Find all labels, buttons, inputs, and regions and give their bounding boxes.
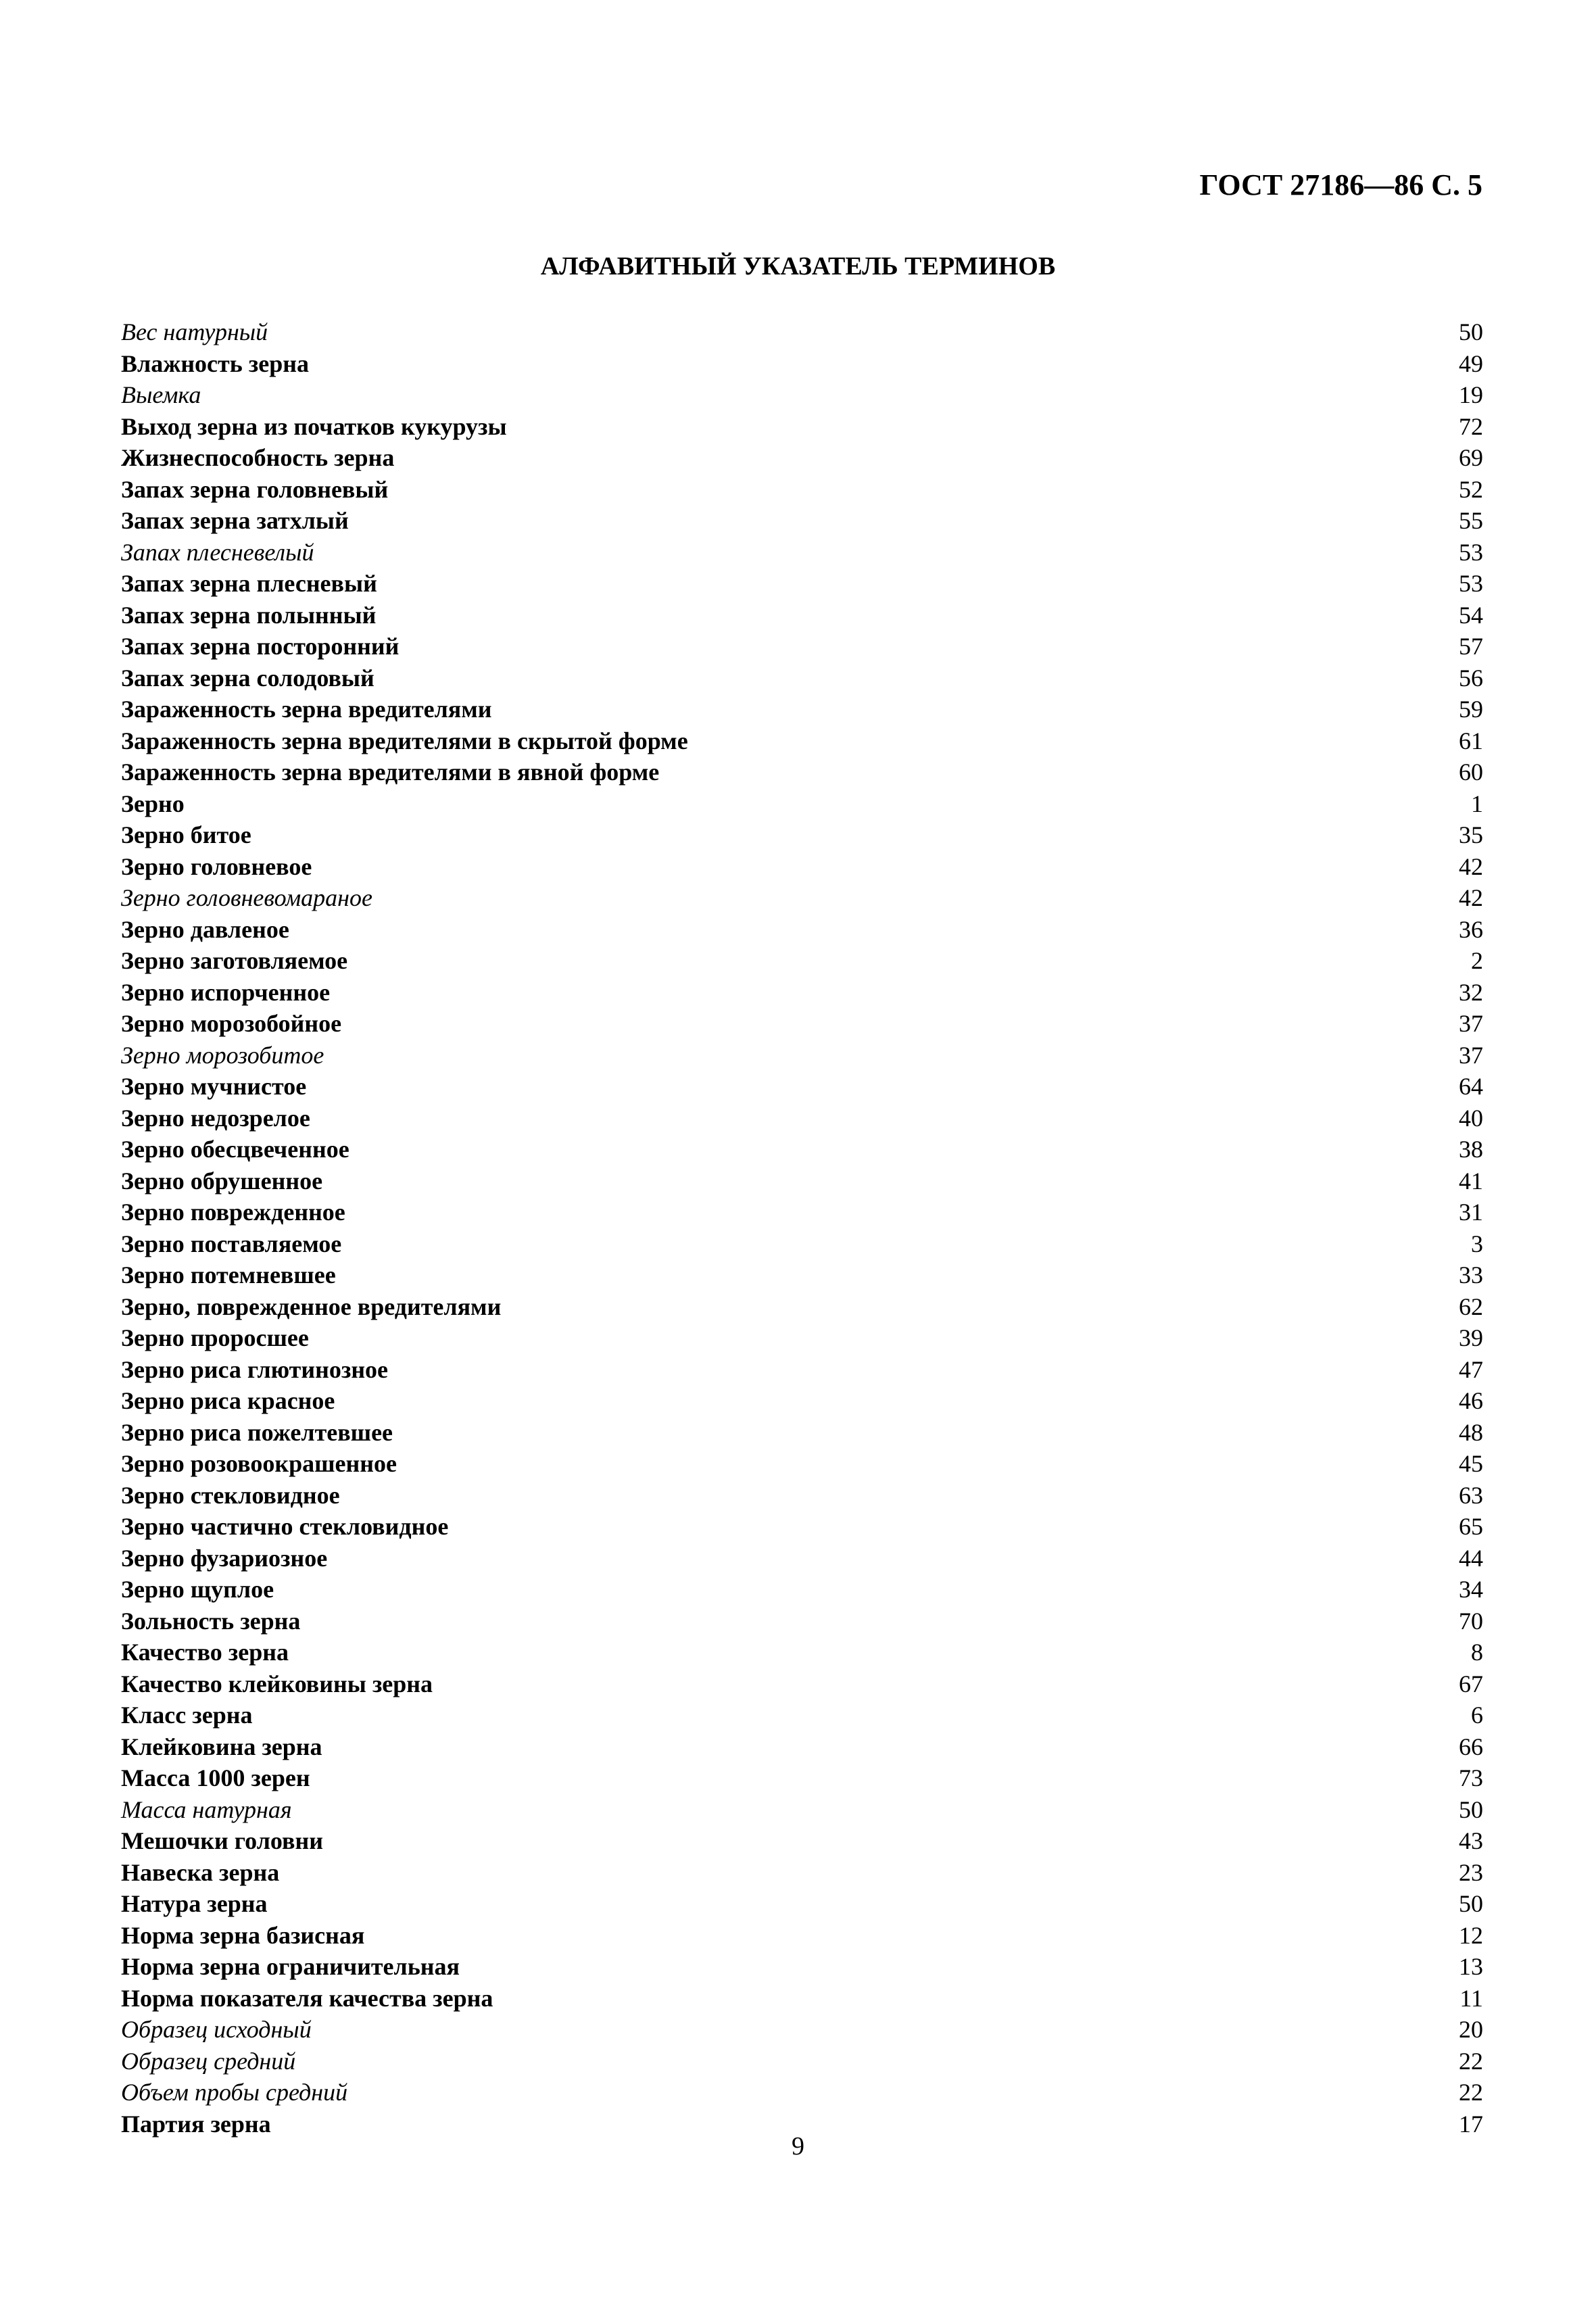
index-term: Запах зерна посторонний <box>121 633 400 660</box>
index-entry <box>121 379 1483 411</box>
index-entry <box>121 2077 1483 2108</box>
index-entry <box>121 1165 1483 1197</box>
index-entry <box>121 348 1483 380</box>
index-entry <box>121 1071 1483 1103</box>
page-number: 9 <box>792 2132 804 2161</box>
index-term: Зерно битое <box>121 821 251 848</box>
index-term: Зерно щуплое <box>121 1576 274 1603</box>
index-entry <box>121 1385 1483 1417</box>
index-entry <box>121 1543 1483 1574</box>
index-term: Зерно обесцвеченное <box>121 1136 349 1163</box>
index-entry <box>121 2014 1483 2046</box>
index-term-number: 42 <box>1459 884 1483 911</box>
index-term: Зерно фузариозное <box>121 1544 328 1572</box>
index-term-number: 22 <box>1459 2047 1483 2075</box>
index-term: Зерно головневое <box>121 852 312 880</box>
index-entry <box>121 505 1483 537</box>
index-term-number: 62 <box>1459 1293 1483 1320</box>
index-term-number: 23 <box>1459 1858 1483 1886</box>
index-term-number: 6 <box>1471 1702 1483 1729</box>
index-term: Зерно обрушенное <box>121 1167 323 1195</box>
index-term-number: 42 <box>1459 852 1483 880</box>
index-entry <box>121 1731 1483 1763</box>
index-term-number: 37 <box>1459 1041 1483 1069</box>
index-term-number: 41 <box>1459 1167 1483 1195</box>
index-term: Зерно испорченное <box>121 978 331 1006</box>
index-term-number: 39 <box>1459 1324 1483 1351</box>
index-term-number: 59 <box>1459 696 1483 723</box>
index-term-number: 3 <box>1471 1230 1483 1257</box>
index-entry <box>121 756 1483 788</box>
index-term-number: 43 <box>1459 1827 1483 1854</box>
index-entry <box>121 411 1483 443</box>
index-entry <box>121 851 1483 883</box>
index-term-number: 50 <box>1459 1890 1483 1917</box>
index-entry <box>121 1794 1483 1826</box>
index-term: Зараженность зерна вредителями в скрытой форме <box>121 727 688 754</box>
index-term-number: 47 <box>1459 1355 1483 1383</box>
index-term: Зерно заготовляемое <box>121 947 348 974</box>
index-entry <box>121 1134 1483 1165</box>
index-entry <box>121 1606 1483 1637</box>
index-entry <box>121 1417 1483 1449</box>
index-term: Зерно стекловидное <box>121 1481 340 1509</box>
index-term: Клейковина зерна <box>121 1733 322 1760</box>
index-entry <box>121 600 1483 631</box>
index-entry <box>121 914 1483 946</box>
index-term: Зерно потемневшее <box>121 1261 336 1288</box>
index-entry <box>121 977 1483 1009</box>
index-term: Зерно риса пожелтевшее <box>121 1418 393 1446</box>
index-term: Норма зерна ограничительная <box>121 1953 460 1980</box>
index-term: Запах зерна головневый <box>121 475 389 503</box>
index-entry <box>121 1857 1483 1889</box>
index-entry <box>121 694 1483 725</box>
index-entry <box>121 788 1483 820</box>
index-entry <box>121 1228 1483 1260</box>
index-term-number: 48 <box>1459 1418 1483 1446</box>
index-term-number: 52 <box>1459 475 1483 503</box>
index-term: Запах зерна солодовый <box>121 664 374 692</box>
index-entry <box>121 882 1483 914</box>
index-term-number: 46 <box>1459 1387 1483 1414</box>
index-term-number: 13 <box>1459 1953 1483 1980</box>
index-term-number: 65 <box>1459 1513 1483 1540</box>
index-term-number: 56 <box>1459 664 1483 692</box>
index-term: Натура зерна <box>121 1890 268 1917</box>
index-entry <box>121 1040 1483 1071</box>
index-term: Зерно поврежденное <box>121 1199 345 1226</box>
index-term: Зерно недозрелое <box>121 1104 310 1132</box>
index-entry <box>121 1983 1483 2015</box>
document-header: ГОСТ 27186—86 С. 5 <box>1199 168 1482 201</box>
index-term: Зерно риса глютинозное <box>121 1355 389 1383</box>
term-index-list <box>121 316 1483 2140</box>
index-entry <box>121 2046 1483 2077</box>
index-term-number: 50 <box>1459 1795 1483 1823</box>
index-term-number: 57 <box>1459 633 1483 660</box>
index-term-number: 44 <box>1459 1544 1483 1572</box>
index-entry <box>121 1762 1483 1794</box>
index-term-number: 34 <box>1459 1576 1483 1603</box>
index-term: Вес натурный <box>121 318 268 345</box>
index-term: Зерно риса красное <box>121 1387 335 1414</box>
index-entry <box>121 725 1483 757</box>
index-term-number: 12 <box>1459 1921 1483 1949</box>
index-term: Масса натурная <box>121 1795 292 1823</box>
index-entry <box>121 442 1483 474</box>
index-term-number: 69 <box>1459 444 1483 471</box>
index-term: Запах зерна полынный <box>121 601 377 629</box>
index-term-number: 8 <box>1471 1639 1483 1666</box>
index-term: Навеска зерна <box>121 1858 280 1886</box>
index-term: Объем пробы средний <box>121 2079 348 2106</box>
index-term: Влажность зерна <box>121 349 309 377</box>
index-term-number: 60 <box>1459 758 1483 786</box>
index-term: Зараженность зерна вредителями в явной форме <box>121 758 660 786</box>
index-term-number: 53 <box>1459 538 1483 566</box>
index-entry <box>121 1259 1483 1291</box>
index-entry <box>121 1291 1483 1323</box>
index-term: Класс зерна <box>121 1702 253 1729</box>
index-term: Выход зерна из початков кукурузы <box>121 412 507 440</box>
index-term-number: 72 <box>1459 412 1483 440</box>
index-term-number: 55 <box>1459 507 1483 534</box>
index-term-number: 32 <box>1459 978 1483 1006</box>
index-entry <box>121 1825 1483 1857</box>
index-term-number: 70 <box>1459 1607 1483 1635</box>
index-entry <box>121 631 1483 662</box>
index-term-number: 36 <box>1459 915 1483 943</box>
index-term: Зерно мучнистое <box>121 1073 307 1100</box>
index-title: АЛФАВИТНЫЙ УКАЗАТЕЛЬ ТЕРМИНОВ <box>540 252 1056 281</box>
index-entry <box>121 1103 1483 1134</box>
index-term: Жизнеспособность зерна <box>121 444 395 471</box>
index-term-number: 2 <box>1471 947 1483 974</box>
index-term-number: 17 <box>1459 2110 1483 2138</box>
index-entry <box>121 537 1483 569</box>
index-term-number: 49 <box>1459 349 1483 377</box>
index-entry <box>121 1637 1483 1668</box>
index-term-number: 67 <box>1459 1670 1483 1697</box>
index-term-number: 45 <box>1459 1450 1483 1477</box>
index-term-number: 35 <box>1459 821 1483 848</box>
index-entry <box>121 1197 1483 1228</box>
index-term: Качество клейковины зерна <box>121 1670 433 1697</box>
index-term: Масса 1000 зерен <box>121 1764 310 1791</box>
index-term: Выемка <box>121 381 201 408</box>
index-term: Зерно проросшее <box>121 1324 309 1351</box>
index-term-number: 64 <box>1459 1073 1483 1100</box>
index-entry <box>121 316 1483 348</box>
index-term-number: 22 <box>1459 2079 1483 2106</box>
index-entry <box>121 1888 1483 1920</box>
index-term: Зерно поставляемое <box>121 1230 342 1257</box>
index-entry <box>121 1920 1483 1952</box>
index-term: Зерно морозобитое <box>121 1041 324 1069</box>
index-term-number: 54 <box>1459 601 1483 629</box>
index-term: Запах зерна затхлый <box>121 507 349 534</box>
index-entry <box>121 819 1483 851</box>
index-term-number: 61 <box>1459 727 1483 754</box>
index-term: Запах плесневелый <box>121 538 314 566</box>
index-entry <box>121 1354 1483 1386</box>
index-term: Зольность зерна <box>121 1607 301 1635</box>
index-entry <box>121 945 1483 977</box>
index-term-number: 63 <box>1459 1481 1483 1509</box>
index-term-number: 11 <box>1459 1984 1483 2012</box>
index-entry <box>121 1699 1483 1731</box>
index-term: Норма зерна базисная <box>121 1921 365 1949</box>
index-term: Зерно <box>121 790 185 817</box>
index-entry <box>121 1574 1483 1606</box>
index-term: Зерно головневомараное <box>121 884 373 911</box>
index-term-number: 40 <box>1459 1104 1483 1132</box>
index-term: Зерно морозобойное <box>121 1010 342 1037</box>
index-entry <box>121 1951 1483 1983</box>
index-term-number: 38 <box>1459 1136 1483 1163</box>
index-entry <box>121 1511 1483 1543</box>
index-term: Партия зерна <box>121 2110 271 2138</box>
index-term: Норма показателя качества зерна <box>121 1984 493 2012</box>
index-term: Мешочки головни <box>121 1827 323 1854</box>
index-term: Зерно давленое <box>121 915 289 943</box>
index-entry <box>121 474 1483 506</box>
index-entry <box>121 1668 1483 1700</box>
index-term-number: 66 <box>1459 1733 1483 1760</box>
index-term-number: 31 <box>1459 1199 1483 1226</box>
index-term-number: 37 <box>1459 1010 1483 1037</box>
index-term-number: 1 <box>1471 790 1483 817</box>
index-term-number: 20 <box>1459 2016 1483 2043</box>
index-entry <box>121 1480 1483 1512</box>
index-term-number: 73 <box>1459 1764 1483 1791</box>
index-term: Зерно розовоокрашенное <box>121 1450 397 1477</box>
index-entry <box>121 1448 1483 1480</box>
index-term: Качество зерна <box>121 1639 289 1666</box>
index-term-number: 19 <box>1459 381 1483 408</box>
index-term-number: 53 <box>1459 570 1483 597</box>
index-entry <box>121 1322 1483 1354</box>
index-term: Запах зерна плесневый <box>121 570 377 597</box>
index-term: Зерно частично стекловидное <box>121 1513 449 1540</box>
index-term: Зерно, поврежденное вредителями <box>121 1293 502 1320</box>
index-term-number: 33 <box>1459 1261 1483 1288</box>
index-entry <box>121 662 1483 694</box>
index-term: Образец исходный <box>121 2016 312 2043</box>
index-entry <box>121 568 1483 600</box>
index-term: Образец средний <box>121 2047 296 2075</box>
index-term: Зараженность зерна вредителями <box>121 696 492 723</box>
index-entry <box>121 1008 1483 1040</box>
index-term-number: 50 <box>1459 318 1483 345</box>
